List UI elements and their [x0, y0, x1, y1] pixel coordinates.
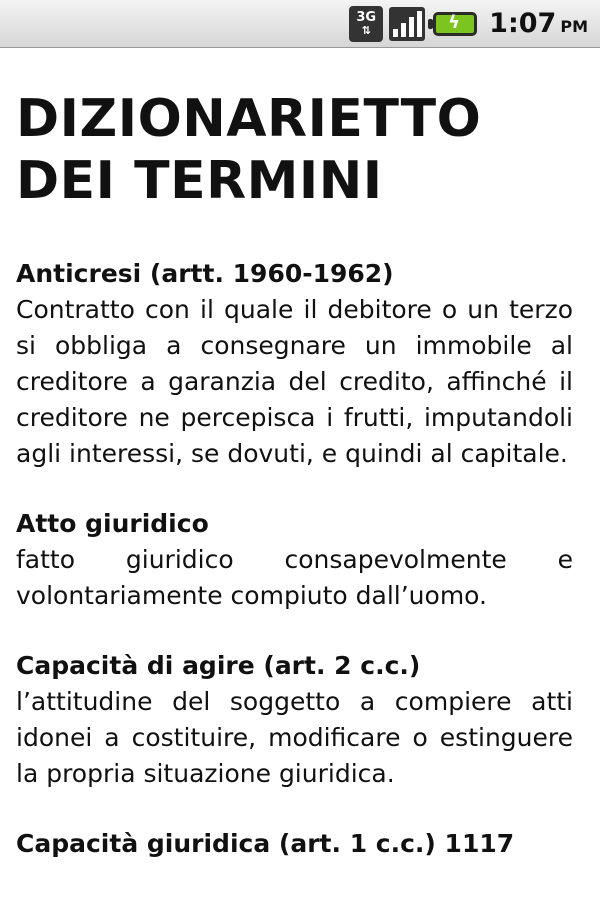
status-bar: [0, 0, 600, 48]
signal-bar: [409, 17, 414, 37]
clock-time: 1:07: [489, 8, 557, 39]
entry-term: Capacità giuridica (art. 1 c.c.) 1117: [16, 829, 515, 858]
entry-definition: Contratto con il quale il debitore o un terzo si obbliga a consegnare un immobile al creditore a garanzia del credito, affinché il creditore ne percepisca i frutti, imputandoli agli interessi, se dovuti, e quindi al capitale.: [16, 295, 573, 468]
clock: [489, 8, 588, 39]
network-arrows-icon: ⇅: [361, 23, 371, 37]
entry-definition: fatto giuridico consapevolmente e volontariamente compiuto dall’uomo.: [16, 545, 573, 610]
entry-definition: l’attitudine del soggetto a compiere atti idonei a costituire, modificare o estinguere la propria situazione giuridica.: [16, 687, 573, 788]
signal-strength-icon: [389, 7, 425, 41]
network-label: 3G: [356, 9, 377, 25]
signal-bar: [417, 11, 422, 37]
entry-term: Atto giuridico: [16, 509, 209, 538]
battery-charging-icon: [433, 12, 477, 36]
dictionary-entry: [16, 826, 573, 862]
dictionary-entry: [16, 648, 573, 792]
dictionary-content: [16, 88, 573, 896]
charging-bolt-icon: ϟ: [448, 11, 461, 33]
clock-ampm: PM: [560, 17, 588, 36]
entry-term: Anticresi (artt. 1960-1962): [16, 259, 394, 288]
status-icons: [349, 0, 588, 47]
dictionary-entry: [16, 256, 573, 472]
page-title: DIZIONARIETTO DEI TERMINI: [16, 89, 482, 211]
dictionary-entry: [16, 506, 573, 614]
signal-bar: [393, 29, 398, 37]
entry-term: Capacità di agire (art. 2 c.c.): [16, 651, 421, 680]
network-3g-icon: [349, 6, 383, 42]
signal-bar: [401, 23, 406, 37]
